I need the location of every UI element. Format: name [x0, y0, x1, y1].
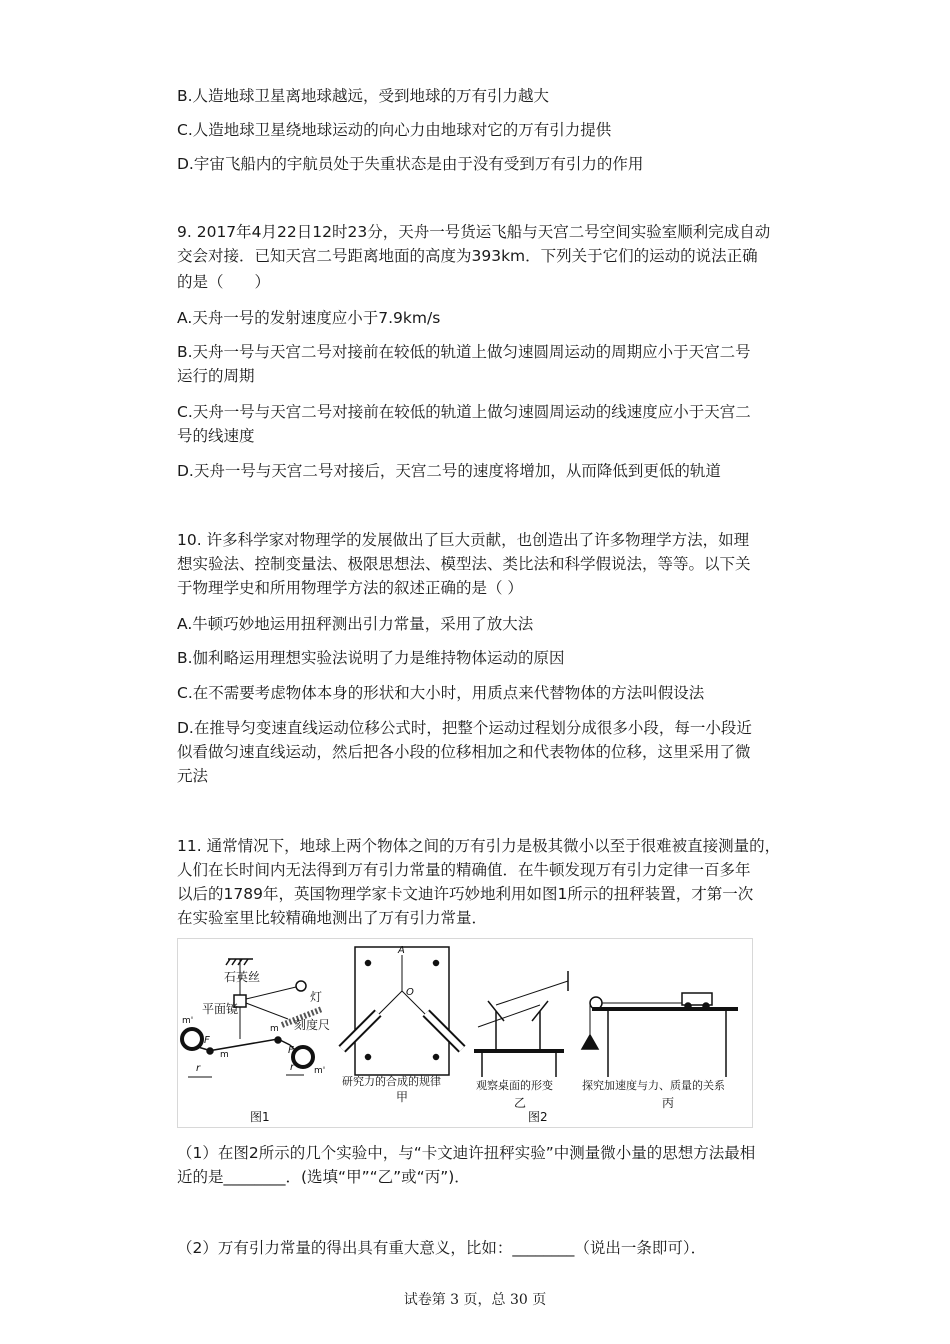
- q10-option-d-line2: 似看做匀速直线运动，然后把各小段的位移相加之和代表物体的位移，这里采用了微: [177, 743, 751, 761]
- q9-option-d: D.天舟一号与天宫二号对接后，天宫二号的速度将增加，从而降低到更低的轨道: [177, 462, 721, 480]
- fig1-label-m-big-left: m': [182, 1016, 194, 1026]
- fig1-label-f1: F: [204, 1035, 210, 1046]
- q11-sub2: （2）万有引力常量的得出具有重大意义，比如：________（说出一条即可）．: [177, 1239, 707, 1257]
- jia-caption-text: 研究力的合成的规律: [342, 1075, 441, 1088]
- q11-stem-line4: 在实验室里比较精确地测出了万有引力常量．: [177, 909, 488, 927]
- q8-option-d: D.宇宙飞船内的宇航员处于失重状态是由于没有受到万有引力的作用: [177, 155, 644, 173]
- q10-stem-line2: 想实验法、控制变量法、极限思想法、模型法、类比法和科学假说法，等等。以下关: [177, 555, 751, 573]
- fig1-label-scale: 刻度尺: [294, 1018, 331, 1032]
- acceleration-experiment-diagram: [582, 993, 738, 1077]
- q9-option-c-line2: 号的线速度: [177, 427, 255, 445]
- q11-stem-line3: 以后的1789年，英国物理学家卡文迪许巧妙地利用如图1所示的扭秤装置，才第一次: [177, 885, 754, 903]
- experiment-figure: [177, 938, 753, 1128]
- q10-option-c: C.在不需要考虑物体本身的形状和大小时，用质点来代替物体的方法叫假设法: [177, 684, 705, 702]
- q10-option-d-line1: D.在推导匀变速直线运动位移公式时，把整个运动过程划分成很多小段，每一小段近: [177, 719, 752, 737]
- q10-option-d-line3: 元法: [177, 767, 209, 785]
- q10-option-b: B.伽利略运用理想实验法说明了力是维持物体运动的原因: [177, 649, 565, 667]
- fig2-caption: 图2: [528, 1110, 548, 1124]
- q8-option-c: C.人造地球卫星绕地球运动的向心力由地球对它的万有引力提供: [177, 121, 612, 139]
- fig1-label-r2: r: [290, 1062, 295, 1073]
- fig1-label-m-big-right: m': [314, 1066, 326, 1076]
- fig1-label-m-small2: m: [220, 1050, 229, 1060]
- yi-caption-text: 观察桌面的形变: [476, 1079, 553, 1092]
- jia-name: 甲: [396, 1090, 409, 1104]
- force-composition-diagram: [342, 947, 462, 1075]
- q11-sub1-line2: 近的是________．(选填“甲”“乙”或“丙”)．: [177, 1168, 470, 1186]
- q9-option-b-line2: 运行的周期: [177, 367, 255, 385]
- page-footer: 试卷第 3 页，总 30 页: [403, 1292, 547, 1308]
- q10-stem-line1: 10. 许多科学家对物理学的发展做出了巨大贡献，也创造出了许多物理学方法，如理: [177, 531, 750, 549]
- fig1-label-f2: F: [288, 1045, 294, 1056]
- q9-option-a: A.天舟一号的发射速度应小于7.9km/s: [177, 309, 441, 327]
- fig1-label-lamp: 灯: [310, 990, 323, 1004]
- bing-caption-text: 探究加速度与力、质量的关系: [582, 1079, 725, 1092]
- q9-option-c-line1: C.天舟一号与天宫二号对接前在较低的轨道上做匀速圆周运动的线速度应小于天宫二: [177, 403, 751, 421]
- q9-stem-line2: 交会对接．已知天宫二号距离地面的高度为393km．下列关于它们的运动的说法正确: [177, 247, 758, 265]
- jia-label-o: O: [406, 987, 414, 998]
- q9-stem-line3: 的是（ ）: [177, 273, 271, 291]
- jia-label-a: A: [398, 945, 405, 956]
- fig1-label-mirror: 平面镜: [202, 1002, 239, 1016]
- desk-deformation-diagram: [474, 971, 568, 1077]
- fig1-label-r1: r: [196, 1063, 201, 1074]
- yi-name: 乙: [514, 1096, 527, 1110]
- q10-stem-line3: 于物理学史和所用物理学方法的叙述正确的是（ ）: [177, 579, 523, 597]
- fig1-label-m-small: m: [270, 1024, 279, 1034]
- q11-stem-line2: 人们在长时间内无法得到万有引力常量的精确值．在牛顿发现万有引力定律一百多年: [177, 861, 751, 879]
- bing-name: 丙: [662, 1096, 675, 1110]
- q9-option-b-line1: B.天舟一号与天宫二号对接前在较低的轨道上做匀速圆周运动的周期应小于天宫二号: [177, 343, 751, 361]
- q9-stem-line1: 9. 2017年4月22日12时23分，天舟一号货运飞船与天宫二号空间实验室顺利完成自动: [177, 223, 771, 241]
- fig1-label-quartz: 石英丝: [224, 970, 261, 984]
- q10-option-a: A.牛顿巧妙地运用扭秤测出引力常量，采用了放大法: [177, 615, 534, 633]
- q11-stem-line1: 11. 通常情况下，地球上两个物体之间的万有引力是极其微小以至于很难被直接测量的，: [177, 837, 781, 855]
- fig1-caption: 图1: [250, 1110, 270, 1124]
- q8-option-b: B.人造地球卫星离地球越远，受到地球的万有引力越大: [177, 87, 550, 105]
- q11-sub1-line1: （1）在图2所示的几个实验中，与“卡文迪许扭秤实验”中测量微小量的思想方法最相: [177, 1144, 756, 1162]
